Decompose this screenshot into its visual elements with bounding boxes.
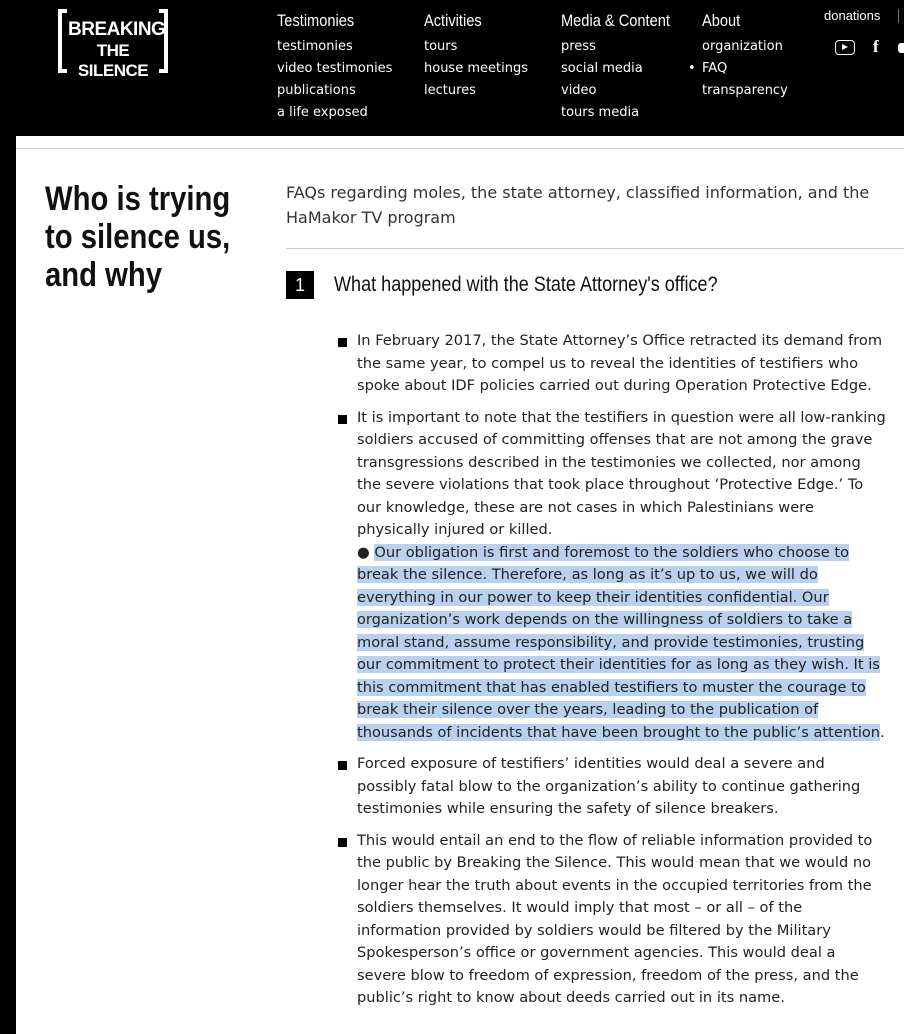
answer-text: In February 2017, the State Attorney’s Office retracted its demand from the same year, to compel us to reveal the identities of testifiers who spoke about IDF policies carried out during Operation Protective Edge. [357, 332, 883, 394]
intro-divider [286, 248, 904, 249]
nav-link-faq[interactable]: • FAQ [702, 58, 788, 80]
nav-link-social-media[interactable]: social media [561, 61, 643, 76]
intro-text: FAQs regarding moles, the state attorney, classified information, and the HaMakor TV program [286, 183, 870, 227]
answer-item [338, 330, 888, 398]
answer-list [338, 330, 888, 1019]
nav-link-tours-media[interactable]: tours media [561, 105, 640, 120]
answer-text: This would entail an end to the flow of reliable information provided to the public by Breaking the Silence. This would mean that we would no longer hear the truth about events in the occupied territories from the soldiers themselves. It would imply that most – or all – of the information provided by soldiers would be filtered by the Military Spokesperson’s office or government agencies. This would deal a severe blow to freedom of expression, freedom of the press, and the public’s right to know about deeds carried out in its name. [357, 831, 873, 1006]
answer-item [338, 753, 888, 821]
site-logo[interactable] [58, 9, 168, 80]
nav-link-publications[interactable]: publications [277, 83, 356, 98]
sub-bullet-marker: ● [357, 543, 375, 561]
donations-link[interactable]: donations [824, 8, 881, 23]
nav-heading-activities[interactable]: Activities [424, 11, 482, 30]
youtube-icon[interactable] [835, 40, 855, 55]
page-title: Who is trying to silence us, and why [45, 180, 231, 294]
twitter-icon[interactable] [898, 43, 904, 53]
nav-link-transparency[interactable]: transparency [702, 83, 788, 98]
nav-column-about [702, 10, 788, 102]
nav-link-testimonies[interactable]: testimonies [277, 39, 353, 54]
nav-link-video-testimonies[interactable]: video testimonies [277, 61, 393, 76]
nav-heading-media[interactable]: Media & Content [561, 11, 670, 30]
answer-text: It is important to note that the testifiers in question were all low-ranking soldiers accused of committing offenses that are not among the grave transgressions described in the testimonies we collected, nor among the severe violations that took place throughout ‘Protective Edge.’ To our knowledge, these are not cases in which Palestinians were physically injured or killed. [357, 408, 886, 538]
nav-heading-testimonies[interactable]: Testimonies [277, 11, 355, 30]
question-number-badge: 1 [286, 271, 314, 299]
logo-bracket-right [159, 9, 168, 73]
header-separator [898, 9, 899, 23]
nav-link-video[interactable]: video [561, 83, 597, 98]
question-title[interactable]: What happened with the State Attorney's office? [334, 273, 718, 296]
nav-column-media [561, 10, 688, 124]
facebook-icon[interactable]: f [873, 37, 879, 56]
selected-text[interactable]: Our obligation is first and foremost to the soldiers who choose to break the silence. Therefore, as long as it’s up to us, we will do everything in our power to keep their identities confidential. Our organization’s work depends on the willingness of soldiers to take a moral stand, assume responsibility, and provide testimonies, trusting our commitment to protect their identities for as long as they wish. It is this commitment that has enabled testifiers to muster the courage to break their silence over the years, leading to the publication of thousands of incidents that have been brought to the public’s attention [357, 543, 881, 741]
nav-link-house-meetings[interactable]: house meetings [424, 61, 528, 76]
nav-heading-about[interactable]: About [702, 11, 741, 30]
nav-link-organization[interactable]: organization [702, 39, 783, 54]
logo-line-1: BREAKING [68, 19, 166, 40]
answer-text: Forced exposure of testifiers’ identities would deal a severe and possibly fatal blow to the organization’s ability to continue gathering testimonies while ensuring the safety of silence breakers. [357, 755, 861, 817]
left-edge-bar [0, 136, 16, 1034]
nav-column-testimonies [277, 10, 392, 124]
sub-bullet-end: . [880, 723, 885, 741]
content-top-divider [16, 148, 904, 149]
answer-item [338, 407, 888, 745]
nav-link-press[interactable]: press [561, 39, 596, 54]
nav-link-lectures[interactable]: lectures [424, 83, 476, 98]
logo-line-2: THE SILENCE [77, 41, 149, 80]
nav-link-a-life-exposed[interactable]: a life exposed [277, 105, 368, 120]
nav-link-tours[interactable]: tours [424, 39, 458, 54]
logo-bracket-left [58, 9, 67, 73]
answer-item [338, 830, 888, 1010]
nav-column-activities [424, 10, 528, 102]
site-header [0, 0, 904, 136]
